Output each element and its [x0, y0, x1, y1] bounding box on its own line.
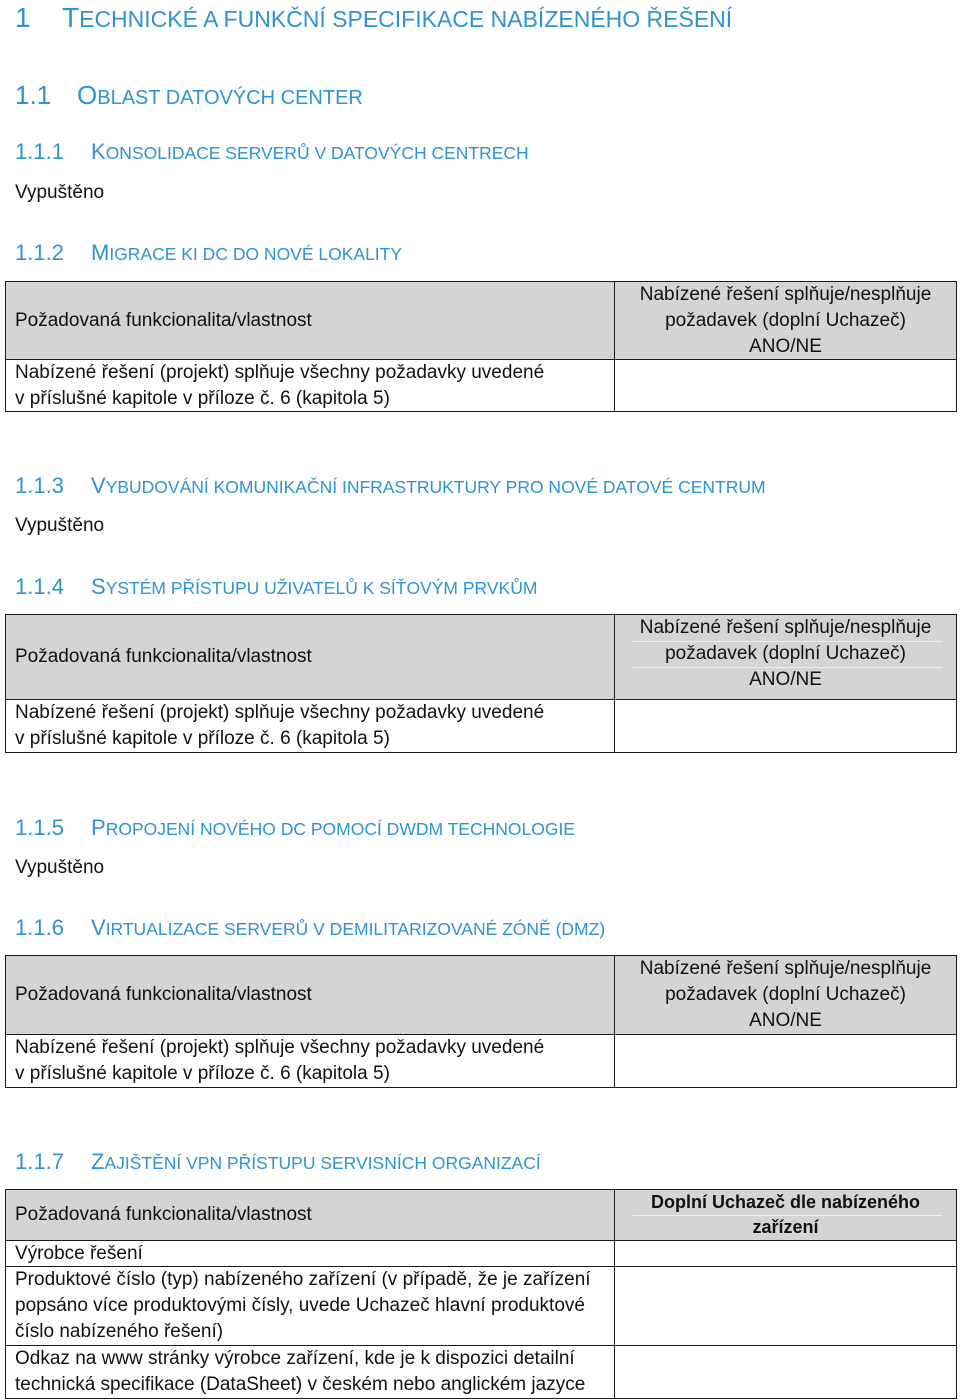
shading-seam-line [633, 667, 942, 668]
omitted-note: Vypuštěno [15, 182, 105, 203]
requirement-line: Nabízené řešení (projekt) splňuje všechny požadavky uvedené [15, 702, 545, 723]
header-line: Doplní Uchazeč dle nabízeného [650, 1192, 921, 1212]
header-cell-requirement [6, 956, 615, 1035]
subsection-heading [15, 238, 402, 271]
requirement-cell [6, 1035, 615, 1088]
subsection-number: 1.1.7 [15, 1149, 64, 1174]
chapter-title: TECHNICKÉ A FUNKČNÍ SPECIFIKACE NABÍZENÉHO ŘEŠENÍ [62, 2, 733, 33]
omitted-note: Vypuštěno [15, 857, 105, 878]
section-number: 1.1 [15, 80, 52, 110]
table-header-row [6, 1190, 957, 1241]
requirement-line: Nabízené řešení (projekt) splňuje všechny požadavky uvedené [15, 362, 545, 383]
table-header-row [6, 615, 957, 700]
subsection-number: 1.1.5 [15, 815, 64, 840]
table-row [6, 360, 957, 412]
subsection-number: 1.1.4 [15, 574, 64, 599]
table-row [6, 700, 957, 753]
table-row [6, 1035, 957, 1088]
subsection-heading [15, 572, 537, 605]
header-label: Požadovaná funkcionalita/vlastnost [15, 646, 312, 667]
table-header-row [6, 956, 957, 1035]
header-cell-requirement [6, 1190, 615, 1241]
subsection-heading [15, 813, 575, 846]
header-cell-compliance [615, 282, 957, 360]
header-line: požadavek (doplní Uchazeč) [665, 310, 906, 331]
subsection-number: 1.1.2 [15, 240, 64, 265]
section-heading [15, 79, 363, 116]
subsection-number: 1.1.1 [15, 139, 64, 164]
shading-seam-line [633, 641, 942, 642]
requirement-cell [6, 1346, 615, 1399]
header-label: Požadovaná funkcionalita/vlastnost [15, 984, 312, 1005]
answer-cell [615, 1346, 957, 1399]
requirements-table [5, 1189, 957, 1399]
omitted-note: Vypuštěno [15, 515, 105, 536]
chapter-number: 1 [15, 2, 31, 33]
header-line: zařízení [752, 1217, 819, 1237]
header-line: ANO/NE [749, 336, 822, 357]
header-line: Nabízené řešení splňuje/nesplňuje [639, 284, 932, 305]
answer-cell [615, 1267, 957, 1346]
requirement-line: v příslušné kapitole v příloze č. 6 (kapitola 5) [15, 1063, 390, 1084]
subsection-title: SYSTÉM PŘÍSTUPU UŽIVATELŮ K SÍŤOVÝM PRVKŮM [91, 574, 538, 599]
header-line: ANO/NE [749, 669, 822, 690]
requirement-cell [6, 700, 615, 753]
subsection-number: 1.1.3 [15, 473, 64, 498]
answer-cell [615, 360, 957, 412]
answer-cell [615, 1035, 957, 1088]
requirement-cell [6, 1241, 615, 1267]
subsection-title: ZAJIŠTĚNÍ VPN PŘÍSTUPU SERVISNÍCH ORGANIZACÍ [91, 1149, 541, 1174]
requirement-cell [6, 1267, 615, 1346]
header-cell-supplier-input [615, 1190, 957, 1241]
subsection-title: KONSOLIDACE SERVERŮ V DATOVÝCH CENTRECH [91, 139, 529, 164]
header-cell-requirement [6, 615, 615, 700]
table-header-row [6, 282, 957, 360]
header-line: Nabízené řešení splňuje/nesplňuje [639, 958, 932, 979]
requirement-line: číslo nabízeného řešení) [15, 1321, 224, 1342]
subsection-heading [15, 137, 529, 170]
header-line: ANO/NE [749, 1010, 822, 1031]
requirements-table [5, 614, 957, 753]
subsection-heading [15, 471, 766, 504]
requirements-table [5, 281, 957, 412]
requirement-cell [6, 360, 615, 412]
subsection-title: VIRTUALIZACE SERVERŮ V DEMILITARIZOVANÉ ZÓNĚ (DMZ) [91, 915, 606, 940]
table-row [6, 1346, 957, 1399]
header-line: Nabízené řešení splňuje/nesplňuje [639, 617, 932, 638]
requirement-line: Produktové číslo (typ) nabízeného zařízení (v případě, že je zařízení [15, 1269, 591, 1290]
table-row [6, 1241, 957, 1267]
answer-cell [615, 700, 957, 753]
subsection-number: 1.1.6 [15, 915, 64, 940]
requirement-line: Výrobce řešení [15, 1243, 143, 1264]
header-label: Požadovaná funkcionalita/vlastnost [15, 1204, 312, 1225]
answer-cell [615, 1241, 957, 1267]
header-cell-compliance [615, 956, 957, 1035]
requirement-line: v příslušné kapitole v příloze č. 6 (kapitola 5) [15, 388, 390, 409]
requirement-line: Nabízené řešení (projekt) splňuje všechny požadavky uvedené [15, 1037, 545, 1058]
table-row [6, 1267, 957, 1346]
subsection-title: VYBUDOVÁNÍ KOMUNIKAČNÍ INFRASTRUKTURY PRO NOVÉ DATOVÉ CENTRUM [91, 473, 766, 498]
requirement-line: Odkaz na www stránky výrobce zařízení, kde je k dispozici detailní [15, 1348, 575, 1369]
requirements-table [5, 955, 957, 1088]
header-cell-compliance [615, 615, 957, 700]
section-title: OBLAST DATOVÝCH CENTER [77, 80, 363, 110]
subsection-heading [15, 913, 605, 946]
shading-seam-line [633, 1215, 942, 1216]
requirement-line: technická specifikace (DataSheet) v českém nebo anglickém jazyce [15, 1374, 586, 1395]
subsection-heading [15, 1147, 541, 1180]
header-label: Požadovaná funkcionalita/vlastnost [15, 309, 312, 331]
header-line: požadavek (doplní Uchazeč) [665, 643, 906, 664]
requirement-line: v příslušné kapitole v příloze č. 6 (kapitola 5) [15, 728, 390, 749]
chapter-heading [15, 0, 732, 41]
subsection-title: PROPOJENÍ NOVÉHO DC POMOCÍ DWDM TECHNOLOGIE [91, 815, 575, 840]
header-line: požadavek (doplní Uchazeč) [665, 984, 906, 1005]
header-cell-requirement [6, 282, 615, 360]
subsection-title: MIGRACE KI DC DO NOVÉ LOKALITY [91, 240, 403, 265]
requirement-line: popsáno více produktovými čísly, uvede Uchazeč hlavní produktové [15, 1295, 585, 1316]
